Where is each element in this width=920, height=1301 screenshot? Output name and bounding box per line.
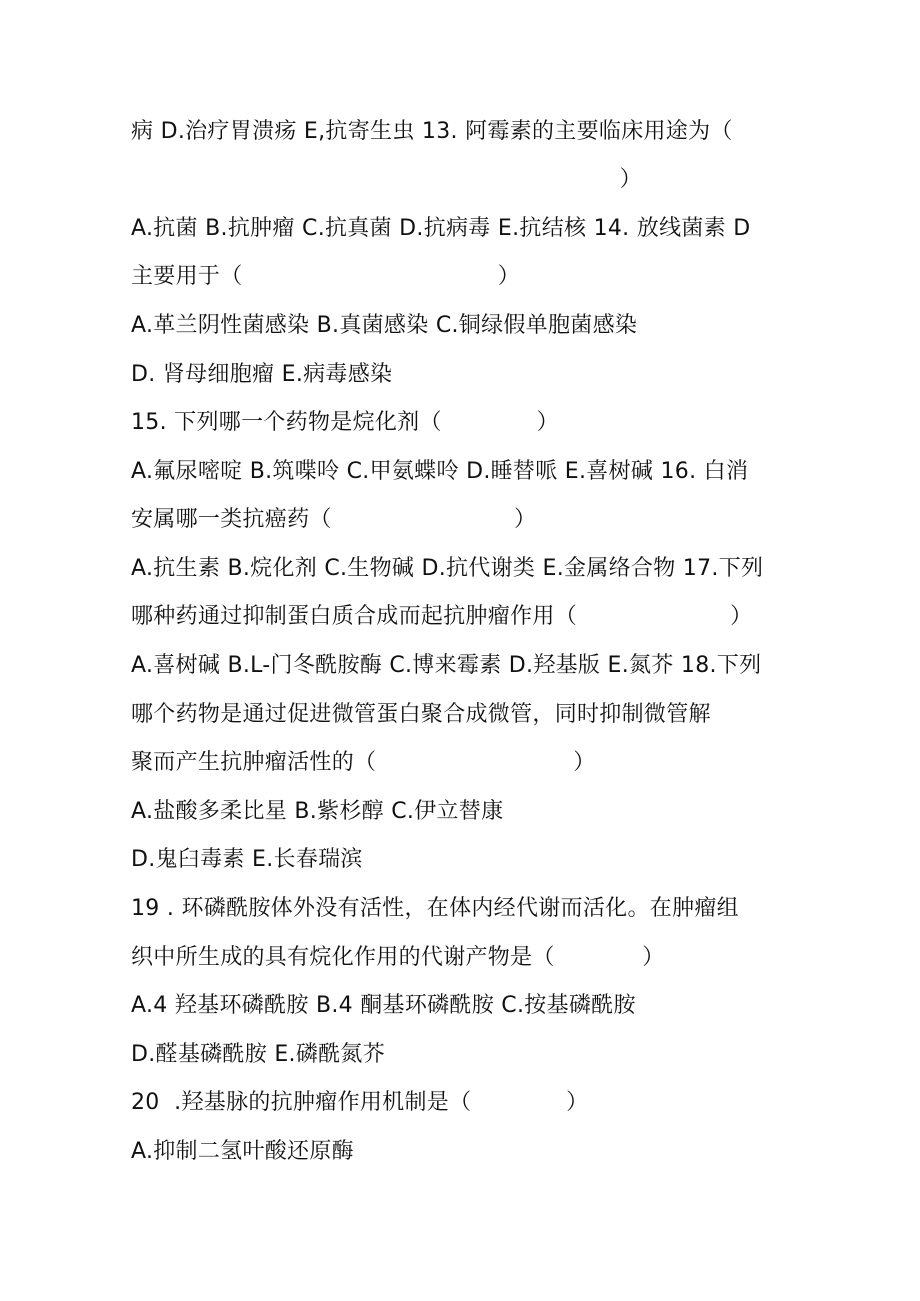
text-line: A.盐酸多柔比星 B.紫杉醇 C.伊立替康 bbox=[131, 799, 504, 824]
text-line: 20 .羟基脉的抗肿瘤作用机制是（ ） bbox=[131, 1090, 589, 1115]
text-line: A.抗生素 B.烷化剂 C.生物碱 D.抗代谢类 E.金属络合物 17.下列 bbox=[131, 556, 764, 581]
text-line: 哪个药物是通过促进微管蛋白聚合成微管，同时抑制微管解 bbox=[131, 702, 711, 727]
text-line: A.4 羟基环磷酰胺 B.4 酮基环磷酰胺 C.按基磷酰胺 bbox=[131, 993, 636, 1018]
text-line: 主要用于（ ） bbox=[131, 264, 521, 289]
text-line: A.喜树碱 B.L-门冬酰胺酶 C.博来霉素 D.羟基版 E.氮芥 18.下列 bbox=[131, 653, 762, 678]
text-line: D.鬼臼毒素 E.长春瑞滨 bbox=[131, 847, 363, 872]
text-line: ） bbox=[131, 167, 642, 192]
text-line: 聚而产生抗肿瘤活性的（ ） bbox=[131, 750, 596, 775]
text-line: 病 D.治疗胃溃疡 E,抗寄生虫 13. 阿霉素的主要临床用途为（ bbox=[131, 119, 733, 144]
text-line: A.抗菌 B.抗肿瘤 C.抗真菌 D.抗病毒 E.抗结核 14. 放线菌素 D bbox=[131, 216, 751, 241]
text-line: 安属哪一类抗癌药（ ） bbox=[131, 507, 537, 532]
text-line: A.革兰阴性菌感染 B.真菌感染 C.铜绿假单胞菌感染 bbox=[131, 313, 638, 338]
text-line: A.抑制二氢叶酸还原酶 bbox=[131, 1139, 354, 1164]
text-line: 哪种药通过抑制蛋白质合成而起抗肿瘤作用（ ） bbox=[131, 604, 753, 629]
text-line: A.氟尿嘧啶 B.筑喋呤 C.甲氨蝶呤 D.睡替哌 E.喜树碱 16. 白消 bbox=[131, 459, 749, 484]
text-line: D.醛基磷酰胺 E.磷酰氮芥 bbox=[131, 1042, 386, 1067]
text-line: D. 肾母细胞瘤 E.病毒感染 bbox=[131, 362, 393, 387]
text-line: 织中所生成的具有烷化作用的代谢产物是（ ） bbox=[131, 945, 665, 970]
text-line: 15. 下列哪一个药物是烷化剂（ ） bbox=[131, 410, 559, 435]
text-line: 19 . 环磷酰胺体外没有活性，在体内经代谢而活化。在肿瘤组 bbox=[131, 896, 739, 921]
